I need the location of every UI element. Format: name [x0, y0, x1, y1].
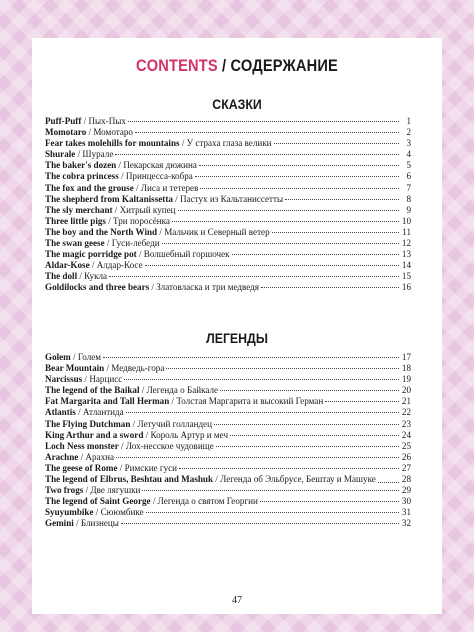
- toc-entry: [45, 194, 411, 205]
- toc-entry: [45, 227, 411, 238]
- toc-entry-russian-title: Три поросёнка: [113, 215, 170, 226]
- toc-entry: [45, 496, 411, 507]
- toc-entry: [45, 463, 411, 474]
- toc-entry-title: Two frogs / Две лягушки: [45, 485, 141, 496]
- toc-entry-title: Shurale / Шурале: [45, 149, 114, 160]
- toc-entry-russian-title: Близнецы: [80, 518, 119, 529]
- dot-leader: [115, 154, 399, 155]
- toc-entry-english-title: King Arthur and a sword: [45, 429, 144, 440]
- toc-entry-english-title: Goldilocks and three bears: [45, 282, 150, 293]
- toc-entry-russian-title: Волшебный горшочек: [143, 249, 230, 260]
- toc-entry-russian-title: Гуси-лебеди: [111, 238, 160, 249]
- toc-entry-russian-title: Пых-Пых: [88, 116, 126, 126]
- toc-entry-page-number: 21: [401, 396, 411, 407]
- toc-entry-page-number: 3: [406, 138, 411, 149]
- toc-entry-russian-title: Летучий голландец: [137, 418, 213, 429]
- toc-entry-page-number: 10: [401, 215, 411, 226]
- toc-entry: [45, 419, 411, 430]
- toc-entry-english-title: Aldar-Kose: [45, 260, 90, 271]
- toc-entry-page-number: 18: [401, 363, 411, 374]
- toc-entry-english-title: The Flying Dutchman: [45, 418, 131, 429]
- toc-entry-title: The doll / Кукла: [45, 271, 108, 282]
- toc-entry-title: The cobra princess / Принцесса-кобра: [45, 171, 193, 182]
- toc-entry-russian-title: Толстая Маргарита и высокий Герман: [176, 396, 324, 407]
- dot-leader: [232, 254, 399, 255]
- toc-entry-page-number: 8: [406, 193, 411, 204]
- toc-entry: [45, 238, 411, 249]
- dot-leader: [135, 132, 399, 133]
- section-title-skazki: СКАЗКИ: [212, 96, 262, 112]
- toc-entry-english-title: The shepherd from Kaltanissetta: [45, 193, 173, 204]
- toc-entry-title: The baker's dozen / Пекарская дюжина: [45, 160, 197, 171]
- dot-leader: [179, 468, 399, 469]
- dot-leader: [121, 523, 399, 524]
- toc-entry-russian-title: Король Артур и меч: [150, 429, 229, 440]
- dot-leader: [166, 368, 399, 369]
- toc-entry: [45, 205, 411, 216]
- toc-entry-english-title: The legend of the Baikal: [45, 385, 140, 396]
- dot-leader: [220, 390, 399, 391]
- toc-entry-russian-title: Легенда о святом Георгии: [157, 496, 258, 507]
- toc-entry-title: Aldar-Kose / Алдар-Косе: [45, 260, 143, 271]
- toc-entry-russian-title: Арахна: [85, 451, 115, 462]
- toc-entry-english-title: The legend of Elbrus, Beshtau and Mashuk: [45, 474, 214, 485]
- heading-russian: СОДЕРЖАНИЕ: [230, 56, 338, 75]
- toc-entry-page-number: 13: [401, 249, 411, 260]
- toc-entry-title: Loch Ness monster / Лох-несское чудовище: [45, 440, 214, 451]
- toc-entry: [45, 374, 411, 385]
- toc-entry-title: Fat Margarita and Tall Herman / Толстая Маргарита и высокий Герман: [45, 396, 324, 407]
- toc-entry: [45, 352, 411, 363]
- toc-entry-russian-title: Пастух из Кальтаниссетты: [179, 193, 284, 204]
- toc-entry: [45, 149, 411, 160]
- toc-entry-english-title: The fox and the grouse: [45, 182, 134, 193]
- toc-entry-russian-title: Атлантида: [82, 407, 124, 418]
- dot-leader: [214, 424, 399, 425]
- toc-entry: [45, 474, 411, 485]
- toc-entry-page-number: 27: [401, 462, 411, 473]
- dot-leader: [142, 490, 399, 491]
- toc-entry-title: Syuyumbike / Сююмбике: [45, 507, 144, 518]
- toc-entry-title: The boy and the North Wind / Мальчик и Северный ветер: [45, 226, 270, 237]
- toc-entry-title: The legend of Elbrus, Beshtau and Mashuk / Легенда об Эльбрусе, Бештау и Машуке: [45, 474, 376, 485]
- toc-entry-title: The shepherd from Kaltanissetta / Пастух из Кальтаниссетты: [45, 193, 284, 204]
- toc-entry: [45, 518, 411, 529]
- toc-entry-title: The legend of the Baikal / Легенда о Байкале: [45, 385, 219, 396]
- toc-entry-page-number: 28: [401, 474, 411, 485]
- contents-page: [32, 38, 442, 614]
- toc-entry-russian-title: Легенда о Байкале: [146, 385, 219, 396]
- dot-leader: [200, 188, 399, 189]
- toc-entry-english-title: Shurale: [45, 149, 76, 160]
- toc-entry-page-number: 6: [406, 171, 411, 182]
- dot-leader: [124, 379, 399, 380]
- toc-entry-russian-title: Римские гуси: [124, 462, 178, 473]
- toc-entry-russian-title: Медведь-гора: [111, 363, 165, 374]
- dot-leader: [145, 265, 399, 266]
- toc-entry-page-number: 16: [401, 282, 411, 293]
- dot-leader: [103, 357, 399, 358]
- toc-entry-page-number: 14: [401, 260, 411, 271]
- toc-entry-page-number: 12: [401, 238, 411, 249]
- toc-entry-english-title: The magic porridge pot: [45, 249, 137, 260]
- toc-entry-title: King Arthur and a sword / Король Артур и меч: [45, 429, 229, 440]
- toc-entry-title: The fox and the grouse / Лиса и тетерев: [45, 182, 199, 193]
- toc-entry: [45, 396, 411, 407]
- toc-entry: [45, 216, 411, 227]
- toc-entry: [45, 249, 411, 260]
- dot-leader: [272, 232, 399, 233]
- toc-entry-title: Goldilocks and three bears / Златовласка и три медведя: [45, 282, 259, 293]
- toc-entry: [45, 138, 411, 149]
- dot-leader: [195, 176, 399, 177]
- toc-entry-russian-title: Златовласка и три медведя: [156, 282, 259, 293]
- dot-leader: [378, 482, 399, 483]
- toc-entry-page-number: 20: [401, 385, 411, 396]
- toc-entry-page-number: 22: [401, 407, 411, 418]
- toc-entry-english-title: The swan geese: [45, 238, 105, 249]
- toc-entry-english-title: Syuyumbike: [45, 507, 94, 518]
- toc-entry-english-title: Three little pigs: [45, 215, 106, 226]
- toc-entry-russian-title: Пекарская дюжина: [123, 160, 197, 171]
- toc-entry-title: Arachne / Арахна: [45, 451, 115, 462]
- toc-entry-english-title: Gemini: [45, 518, 74, 529]
- toc-entry-title: Narcissus / Нарцисс: [45, 374, 123, 385]
- toc-entry-english-title: Loch Ness monster: [45, 440, 119, 451]
- toc-entry-title: Three little pigs / Три поросёнка: [45, 215, 170, 226]
- toc-entry-english-title: The cobra princess: [45, 171, 119, 182]
- toc-entry-russian-title: Алдар-Косе: [96, 260, 143, 271]
- dot-leader: [116, 457, 399, 458]
- toc-entry: [45, 183, 411, 194]
- toc-entry-english-title: The baker's dozen: [45, 160, 117, 171]
- dot-leader: [199, 165, 399, 166]
- section-title-legendy: ЛЕГЕНДЫ: [206, 330, 268, 346]
- toc-entry-english-title: Momotaro: [45, 127, 87, 138]
- dot-leader: [109, 276, 399, 277]
- dot-leader: [285, 199, 399, 200]
- toc-entry-page-number: 2: [406, 127, 411, 138]
- toc-entry-russian-title: Момотаро: [93, 127, 133, 138]
- toc-entry: [45, 363, 411, 374]
- toc-list-legendy: [45, 352, 411, 530]
- dot-leader: [146, 512, 399, 513]
- toc-entry-english-title: Fat Margarita and Tall Herman: [45, 396, 170, 407]
- toc-entry-page-number: 24: [401, 429, 411, 440]
- toc-entry-english-title: Fear takes molehills for mountains: [45, 138, 180, 149]
- toc-entry-page-number: 23: [401, 418, 411, 429]
- toc-entry-english-title: The doll: [45, 271, 78, 282]
- toc-entry: [45, 160, 411, 171]
- toc-entry: [45, 271, 411, 282]
- dot-leader: [178, 210, 399, 211]
- toc-entry-page-number: 15: [401, 271, 411, 282]
- toc-entry-russian-title: Голем: [77, 352, 102, 362]
- toc-entry-title: The legend of Saint George / Легенда о святом Георгии: [45, 496, 258, 507]
- toc-entry-title: The sly merchant / Хитрый купец: [45, 204, 176, 215]
- toc-entry-russian-title: У страха глаза велики: [186, 138, 272, 149]
- dot-leader: [325, 401, 399, 402]
- toc-entry-page-number: 5: [406, 160, 411, 171]
- page-number: 47: [228, 592, 246, 610]
- toc-entry: [45, 127, 411, 138]
- page-heading: [61, 56, 414, 76]
- toc-entry: [45, 441, 411, 452]
- toc-entry-title: Golem / Голем: [45, 352, 102, 362]
- toc-entry: [45, 452, 411, 463]
- toc-entry-english-title: Golem: [45, 352, 71, 362]
- toc-entry: [45, 385, 411, 396]
- toc-entry-page-number: 26: [401, 451, 411, 462]
- toc-entry: [45, 171, 411, 182]
- toc-entry-page-number: 9: [406, 204, 411, 215]
- toc-entry-english-title: Bear Mountain: [45, 363, 105, 374]
- toc-entry-english-title: Two frogs: [45, 485, 84, 496]
- dot-leader: [172, 221, 399, 222]
- dot-leader: [261, 287, 399, 288]
- toc-entry-title: Bear Mountain / Медведь-гора: [45, 363, 165, 374]
- toc-entry: [45, 116, 411, 127]
- heading-separator: /: [217, 56, 231, 75]
- toc-entry-russian-title: Легенда об Эльбрусе, Бештау и Машуке: [220, 474, 376, 485]
- dot-leader: [162, 243, 399, 244]
- toc-entry-title: The Flying Dutchman / Летучий голландец: [45, 418, 213, 429]
- dot-leader: [260, 501, 399, 502]
- toc-entry-title: The geese of Rome / Римские гуси: [45, 462, 178, 473]
- toc-entry-english-title: The boy and the North Wind: [45, 226, 158, 237]
- toc-entry-page-number: 29: [401, 485, 411, 496]
- toc-entry-russian-title: Сююмбике: [100, 507, 144, 518]
- toc-entry-russian-title: Мальчик и Северный ветер: [164, 226, 270, 237]
- toc-entry: [45, 507, 411, 518]
- toc-entry-page-number: 32: [401, 518, 411, 529]
- toc-entry-title: Gemini / Близнецы: [45, 518, 119, 529]
- toc-entry-english-title: Puff-Puff: [45, 116, 82, 126]
- toc-entry-page-number: 25: [401, 440, 411, 451]
- toc-entry-english-title: The geese of Rome: [45, 462, 118, 473]
- toc-entry-page-number: 17: [401, 352, 411, 362]
- toc-entry-russian-title: Лиса и тетерев: [140, 182, 199, 193]
- toc-entry-page-number: 4: [406, 149, 411, 160]
- toc-entry-page-number: 7: [406, 182, 411, 193]
- dot-leader: [274, 143, 399, 144]
- toc-entry-russian-title: Принцесса-кобра: [125, 171, 193, 182]
- toc-entry-english-title: Arachne: [45, 451, 79, 462]
- dot-leader: [128, 121, 399, 122]
- toc-entry: [45, 260, 411, 271]
- toc-entry: [45, 407, 411, 418]
- toc-entry-russian-title: Шурале: [82, 149, 114, 160]
- toc-entry-russian-title: Нарцисс: [89, 374, 123, 385]
- toc-entry-page-number: 31: [401, 507, 411, 518]
- dot-leader: [230, 435, 399, 436]
- toc-list-skazki: [45, 116, 411, 294]
- dot-leader: [126, 412, 399, 413]
- toc-entry: [45, 430, 411, 441]
- toc-entry-english-title: Narcissus: [45, 374, 83, 385]
- toc-entry-title: The magic porridge pot / Волшебный горшочек: [45, 249, 230, 260]
- toc-entry-russian-title: Две лягушки: [90, 485, 141, 496]
- toc-entry-russian-title: Лох-несское чудовище: [125, 440, 214, 451]
- toc-entry-title: Puff-Puff / Пых-Пых: [45, 116, 126, 126]
- toc-entry-russian-title: Хитрый купец: [119, 204, 176, 215]
- toc-entry: [45, 282, 411, 293]
- dot-leader: [216, 446, 399, 447]
- toc-entry-english-title: Atlantis: [45, 407, 76, 418]
- heading-english: CONTENTS: [136, 56, 218, 75]
- toc-entry-title: Fear takes molehills for mountains / У страха глаза велики: [45, 138, 272, 149]
- toc-entry-english-title: The sly merchant: [45, 204, 113, 215]
- toc-entry-russian-title: Кукла: [84, 271, 108, 282]
- toc-entry-title: The swan geese / Гуси-лебеди: [45, 238, 160, 249]
- toc-entry-page-number: 30: [401, 496, 411, 507]
- toc-entry-page-number: 11: [402, 226, 411, 237]
- toc-entry-english-title: The legend of Saint George: [45, 496, 151, 507]
- toc-entry-title: Momotaro / Момотаро: [45, 127, 133, 138]
- toc-entry-page-number: 1: [406, 116, 411, 126]
- toc-entry: [45, 485, 411, 496]
- toc-entry-title: Atlantis / Атлантида: [45, 407, 124, 418]
- toc-entry-page-number: 19: [401, 374, 411, 385]
